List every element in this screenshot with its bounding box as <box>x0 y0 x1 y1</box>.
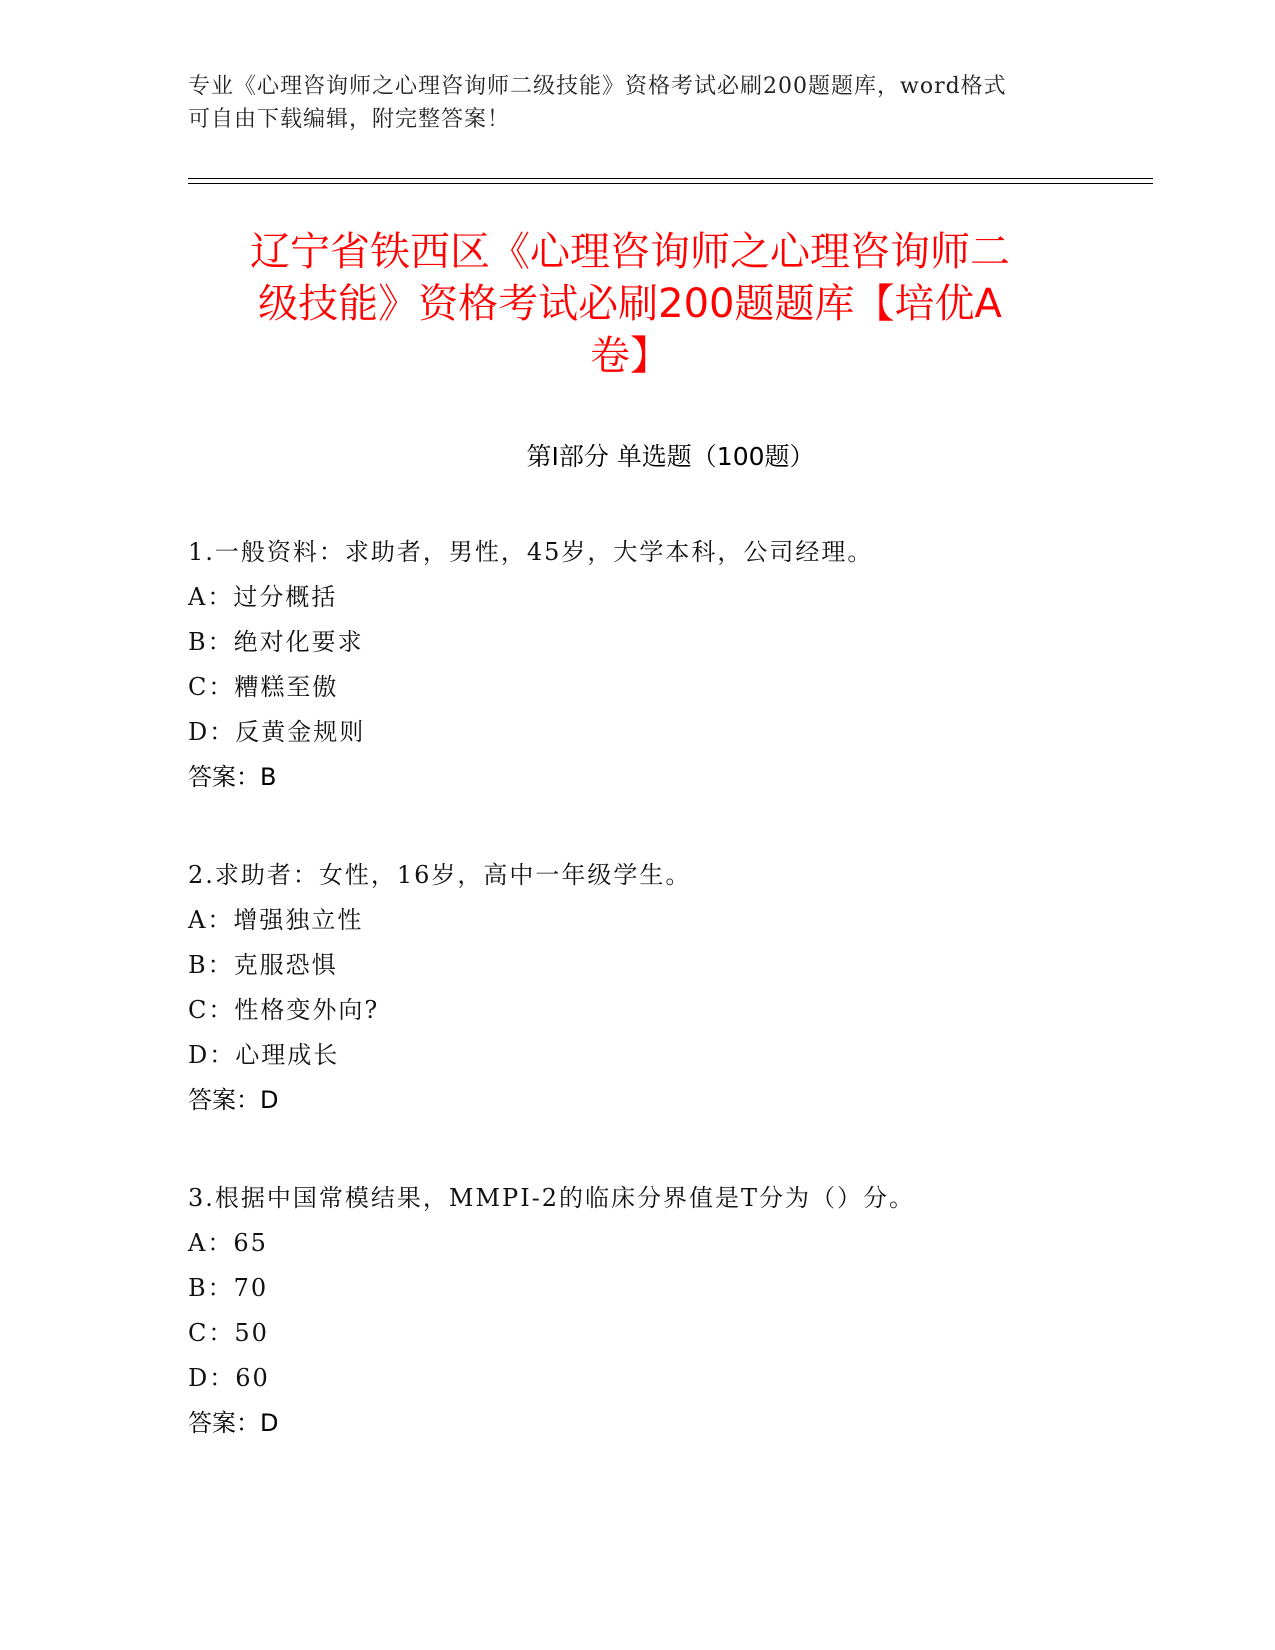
header-rule-top <box>188 178 1153 179</box>
question-option-a: A：增强独立性 <box>188 906 364 934</box>
section-heading: 第Ⅰ部分 单选题（100题） <box>526 442 815 471</box>
header-note-line-1: 专业《心理咨询师之心理咨询师二级技能》资格考试必刷200题题库，word格式 <box>188 74 1007 99</box>
question-option-b: B：70 <box>188 1274 269 1302</box>
question-option-b: B：克服恐惧 <box>188 951 338 979</box>
question-answer: 答案：D <box>188 1409 279 1437</box>
question-option-d: D：60 <box>188 1364 270 1392</box>
question-1 <box>188 530 1153 800</box>
document-title-line-2: 级技能》资格考试必刷200题题库【培优A <box>258 281 1002 327</box>
header-note <box>188 70 1068 136</box>
header-rule-bottom <box>188 183 1153 184</box>
question-answer: 答案：B <box>188 763 277 791</box>
header-note-line-2: 可自由下载编辑，附完整答案！ <box>188 107 511 132</box>
question-stem: 3.根据中国常模结果，MMPI-2的临床分界值是T分为（）分。 <box>188 1184 916 1212</box>
question-option-c: C：50 <box>188 1319 269 1347</box>
question-option-a: A：65 <box>188 1229 268 1257</box>
question-stem: 1.一般资料：求助者，男性，45岁，大学本科，公司经理。 <box>188 538 874 566</box>
question-option-c: C：糟糕至傲 <box>188 673 339 701</box>
document-title-line-3: 卷】 <box>590 333 670 379</box>
question-option-b: B：绝对化要求 <box>188 628 364 656</box>
question-option-a: A：过分概括 <box>188 583 338 611</box>
question-option-c: C：性格变外向? <box>188 996 380 1024</box>
question-answer: 答案：D <box>188 1086 279 1114</box>
question-option-d: D：心理成长 <box>188 1041 340 1069</box>
document-title <box>190 226 1070 382</box>
question-3 <box>188 1176 1153 1446</box>
question-stem: 2.求助者：女性，16岁，高中一年级学生。 <box>188 861 692 889</box>
document-title-line-1: 辽宁省铁西区《心理咨询师之心理咨询师二 <box>250 229 1010 275</box>
question-list <box>188 530 1153 1499</box>
question-option-d: D：反黄金规则 <box>188 718 366 746</box>
question-2 <box>188 853 1153 1123</box>
